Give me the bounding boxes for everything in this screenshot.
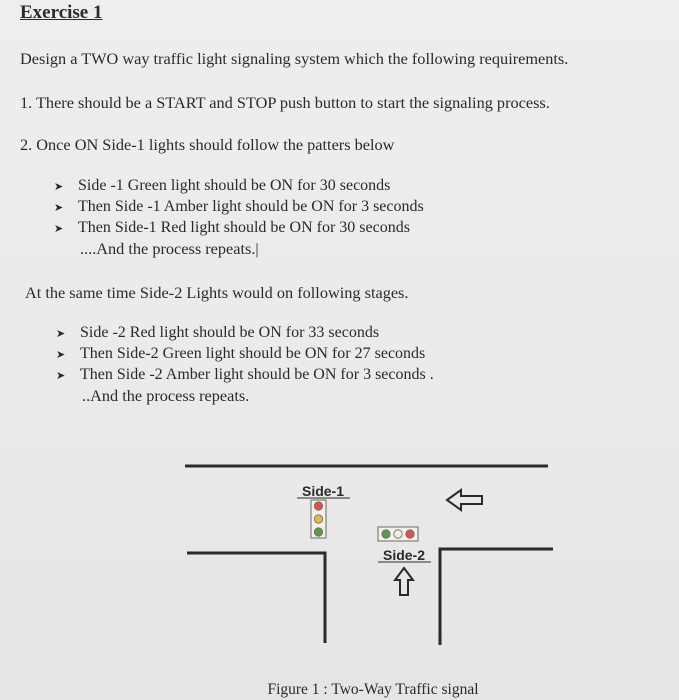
exercise-title: Exercise 1 bbox=[20, 2, 103, 23]
intro-text: Design a TWO way traffic light signaling system which the following requirements. bbox=[20, 49, 569, 68]
list-item: ➤ Then Side -1 Amber light should be ON for 3 seconds bbox=[54, 198, 424, 215]
figure-caption: Figure 1 : Two-Way Traffic signal bbox=[267, 681, 479, 698]
arrow-bullet-icon: ➤ bbox=[56, 328, 66, 340]
list-item: ➤ Then Side-2 Green light should be ON for 27 seconds bbox=[56, 345, 426, 362]
side1-amber-lamp bbox=[314, 515, 322, 523]
side1-red-lamp bbox=[314, 502, 322, 510]
arrow-bullet-icon: ➤ bbox=[54, 181, 64, 193]
side2-repeat-text: ..And the process repeats. bbox=[82, 386, 250, 405]
requirement-1: 1. There should be a START and STOP push button to start the signaling process. bbox=[20, 93, 550, 112]
side2-traffic-light bbox=[378, 527, 418, 541]
road-right-corner bbox=[440, 549, 553, 645]
side2-green-lamp bbox=[382, 530, 390, 538]
road-left-corner bbox=[187, 553, 325, 643]
list-item: ➤ Side -2 Red light should be ON for 33 seconds bbox=[56, 324, 380, 341]
side1-traffic-light bbox=[311, 500, 326, 538]
arrow-bullet-icon: ➤ bbox=[56, 370, 66, 382]
arrow-bullet-icon: ➤ bbox=[54, 223, 64, 235]
requirement-2: 2. Once ON Side-1 lights should follow the patters below bbox=[20, 135, 395, 154]
side2-amber-lamp bbox=[394, 530, 402, 538]
list-item: ➤ Then Side-1 Red light should be ON for 30 seconds bbox=[54, 219, 410, 236]
arrow-bullet-icon: ➤ bbox=[54, 202, 64, 214]
list-item: ➤ Then Side -2 Amber light should be ON for 3 seconds . bbox=[56, 366, 434, 383]
left-arrow-icon bbox=[447, 490, 482, 510]
side2-red-lamp bbox=[406, 530, 414, 538]
side1-green-lamp bbox=[314, 528, 322, 536]
up-arrow-icon bbox=[395, 568, 413, 595]
side1-repeat-text: ....And the process repeats.| bbox=[80, 239, 259, 258]
list-item: ➤ Side -1 Green light should be ON for 30 seconds bbox=[54, 177, 391, 194]
side2-label: Side-2 bbox=[382, 547, 426, 563]
traffic-intersection-diagram bbox=[0, 455, 679, 700]
arrow-bullet-icon: ➤ bbox=[56, 349, 66, 361]
same-time-text: At the same time Side-2 Lights would on following stages. bbox=[25, 283, 409, 302]
side1-label: Side-1 bbox=[301, 483, 345, 499]
